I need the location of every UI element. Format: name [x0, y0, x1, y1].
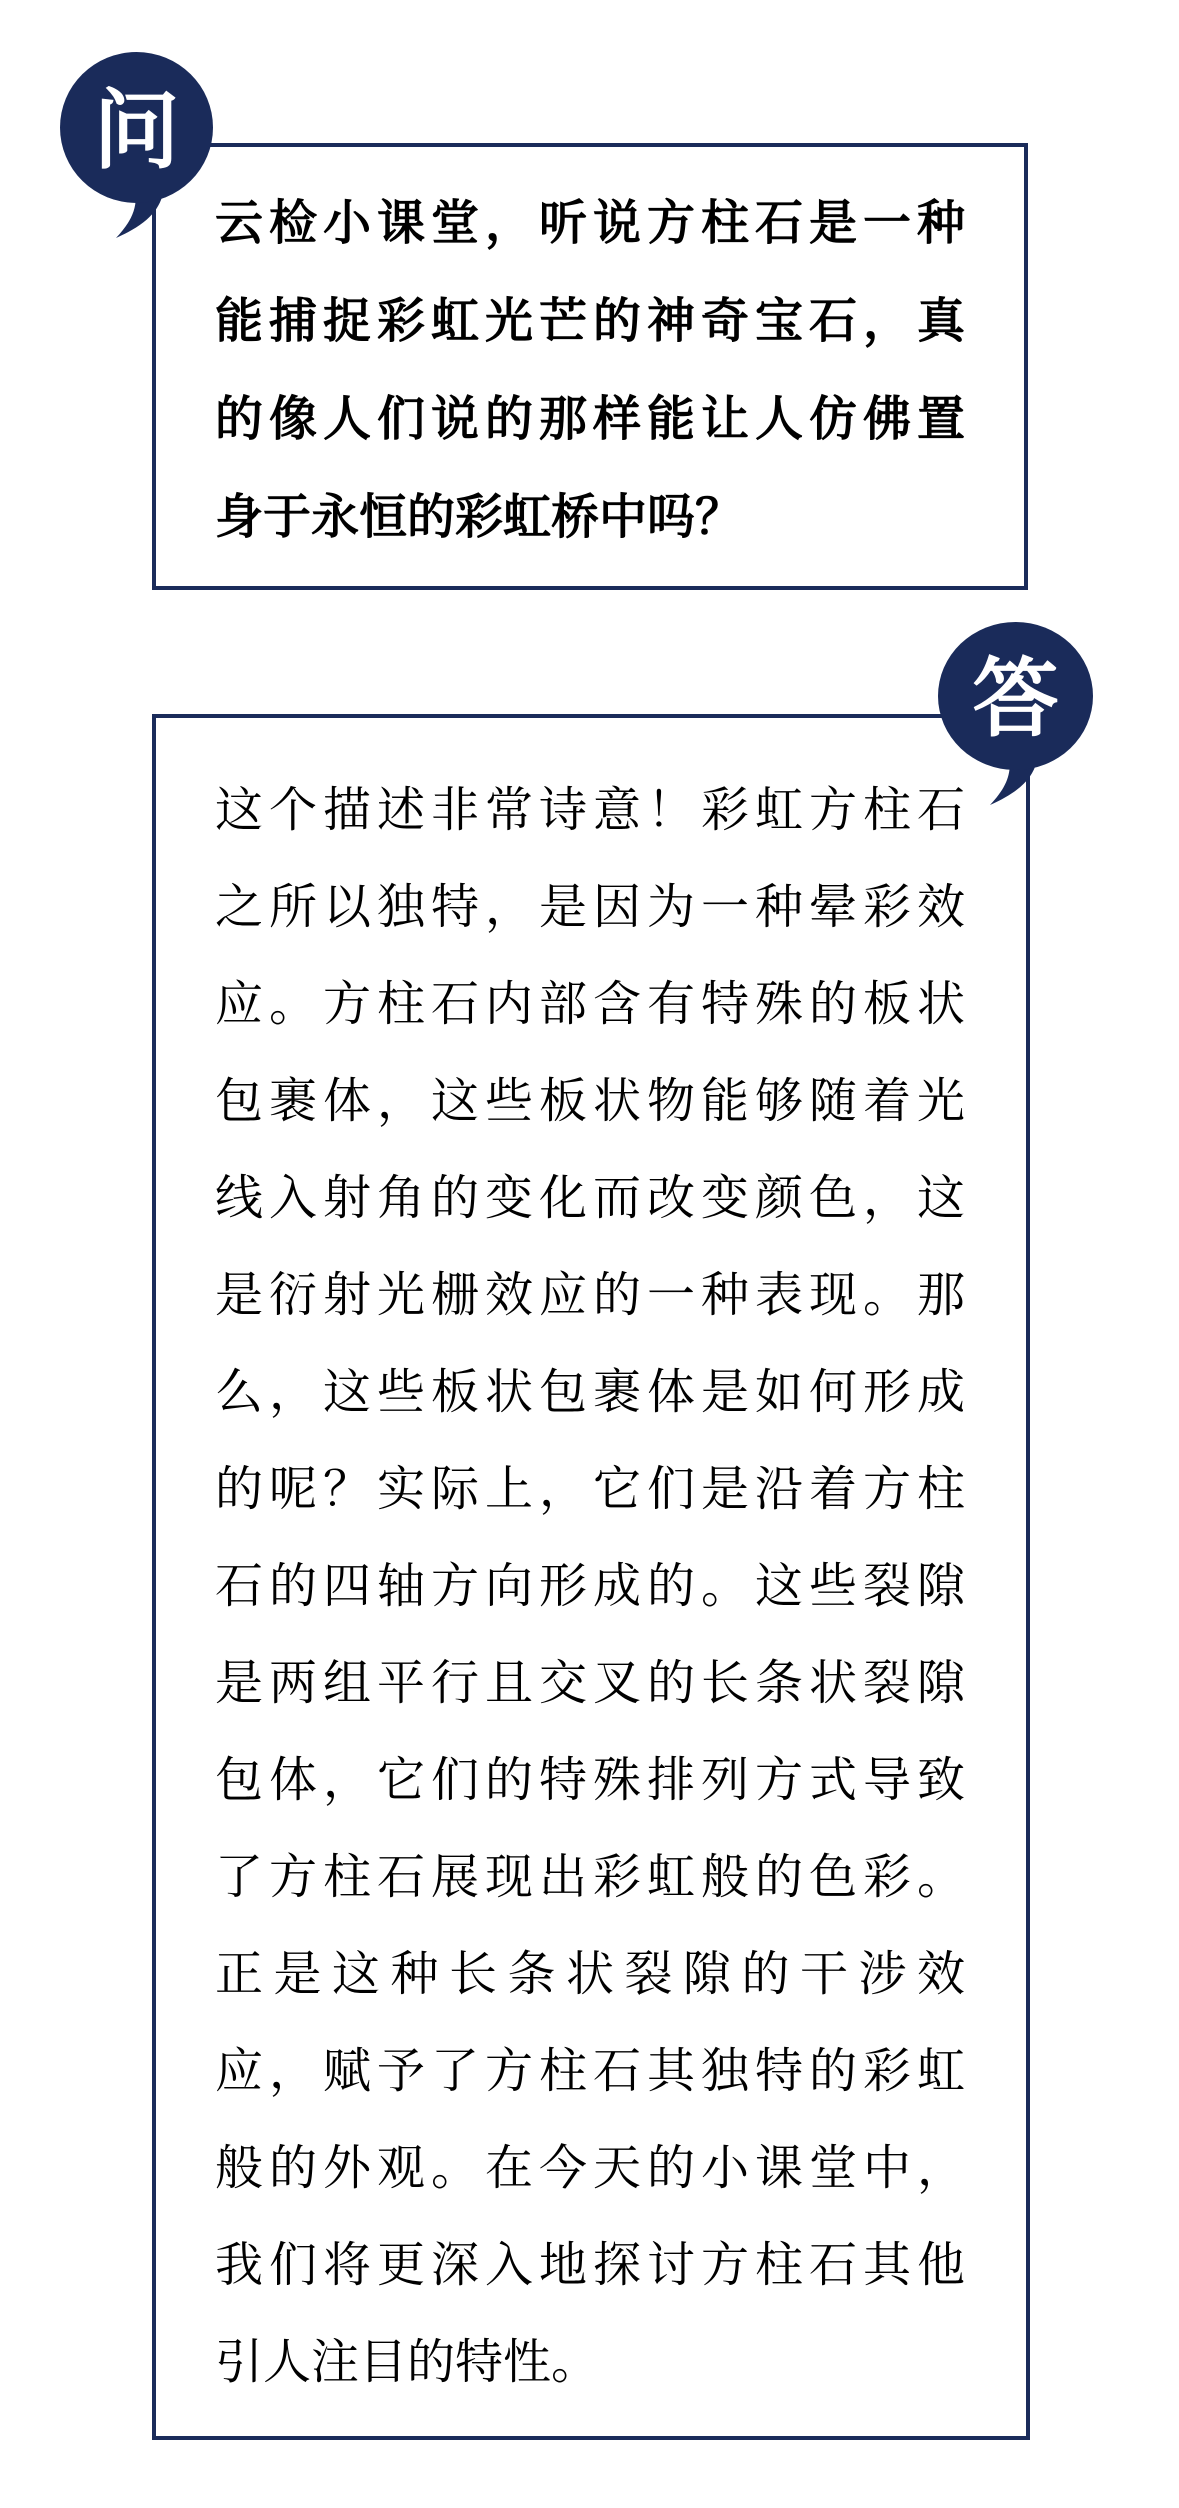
answer-text-line: 了方柱石展现出彩虹般的色彩。: [215, 1851, 965, 1904]
answer-text: [156, 718, 1026, 2411]
answer-text-line: 引人注目的特性。: [215, 2336, 600, 2389]
answer-text-line: 是衍射光栅效应的一种表现。那: [215, 1269, 965, 1322]
question-text-line: 身于永恒的彩虹桥中吗？: [215, 491, 744, 544]
answer-text-line: 之所以独特，是因为一种晕彩效: [215, 881, 965, 934]
answer-text-line: 包体，它们的特殊排列方式导致: [215, 1754, 965, 1807]
answer-text-line: 石的四轴方向形成的。这些裂隙: [215, 1560, 965, 1613]
question-text-line: 能捕捉彩虹光芒的神奇宝石，真: [215, 295, 965, 348]
answer-text-line: 是两组平行且交叉的长条状裂隙: [215, 1657, 965, 1710]
answer-text-line: 正是这种长条状裂隙的干涉效: [215, 1948, 965, 2001]
answer-text-line: 般的外观。在今天的小课堂中，: [215, 2142, 965, 2195]
answer-text-line: 的呢？实际上，它们是沿着方柱: [215, 1463, 965, 1516]
answer-box: [152, 714, 1030, 2440]
question-text-line: 云检小课堂，听说方柱石是一种: [215, 197, 965, 250]
answer-text-line: 应，赋予了方柱石其独特的彩虹: [215, 2045, 965, 2098]
answer-text-line: 应。方柱石内部含有特殊的板状: [215, 978, 965, 1031]
answer-text-line: 线入射角的变化而改变颜色，这: [215, 1172, 965, 1225]
question-text-line: 的像人们说的那样能让人仿佛置: [215, 393, 965, 446]
answer-text-line: 我们将更深入地探讨方柱石其他: [215, 2239, 965, 2292]
answer-text-line: 这个描述非常诗意！彩虹方柱石: [215, 784, 965, 837]
question-bubble: [60, 52, 213, 203]
question-text: [156, 147, 1024, 567]
answer-text-line: 么，这些板状包裹体是如何形成: [215, 1366, 965, 1419]
question-box: [152, 143, 1028, 590]
answer-bubble-label: 答: [972, 651, 1059, 747]
answer-bubble: [938, 622, 1093, 770]
answer-text-line: 包裹体，这些板状物能够随着光: [215, 1075, 965, 1128]
question-bubble-label: 问: [93, 82, 180, 179]
